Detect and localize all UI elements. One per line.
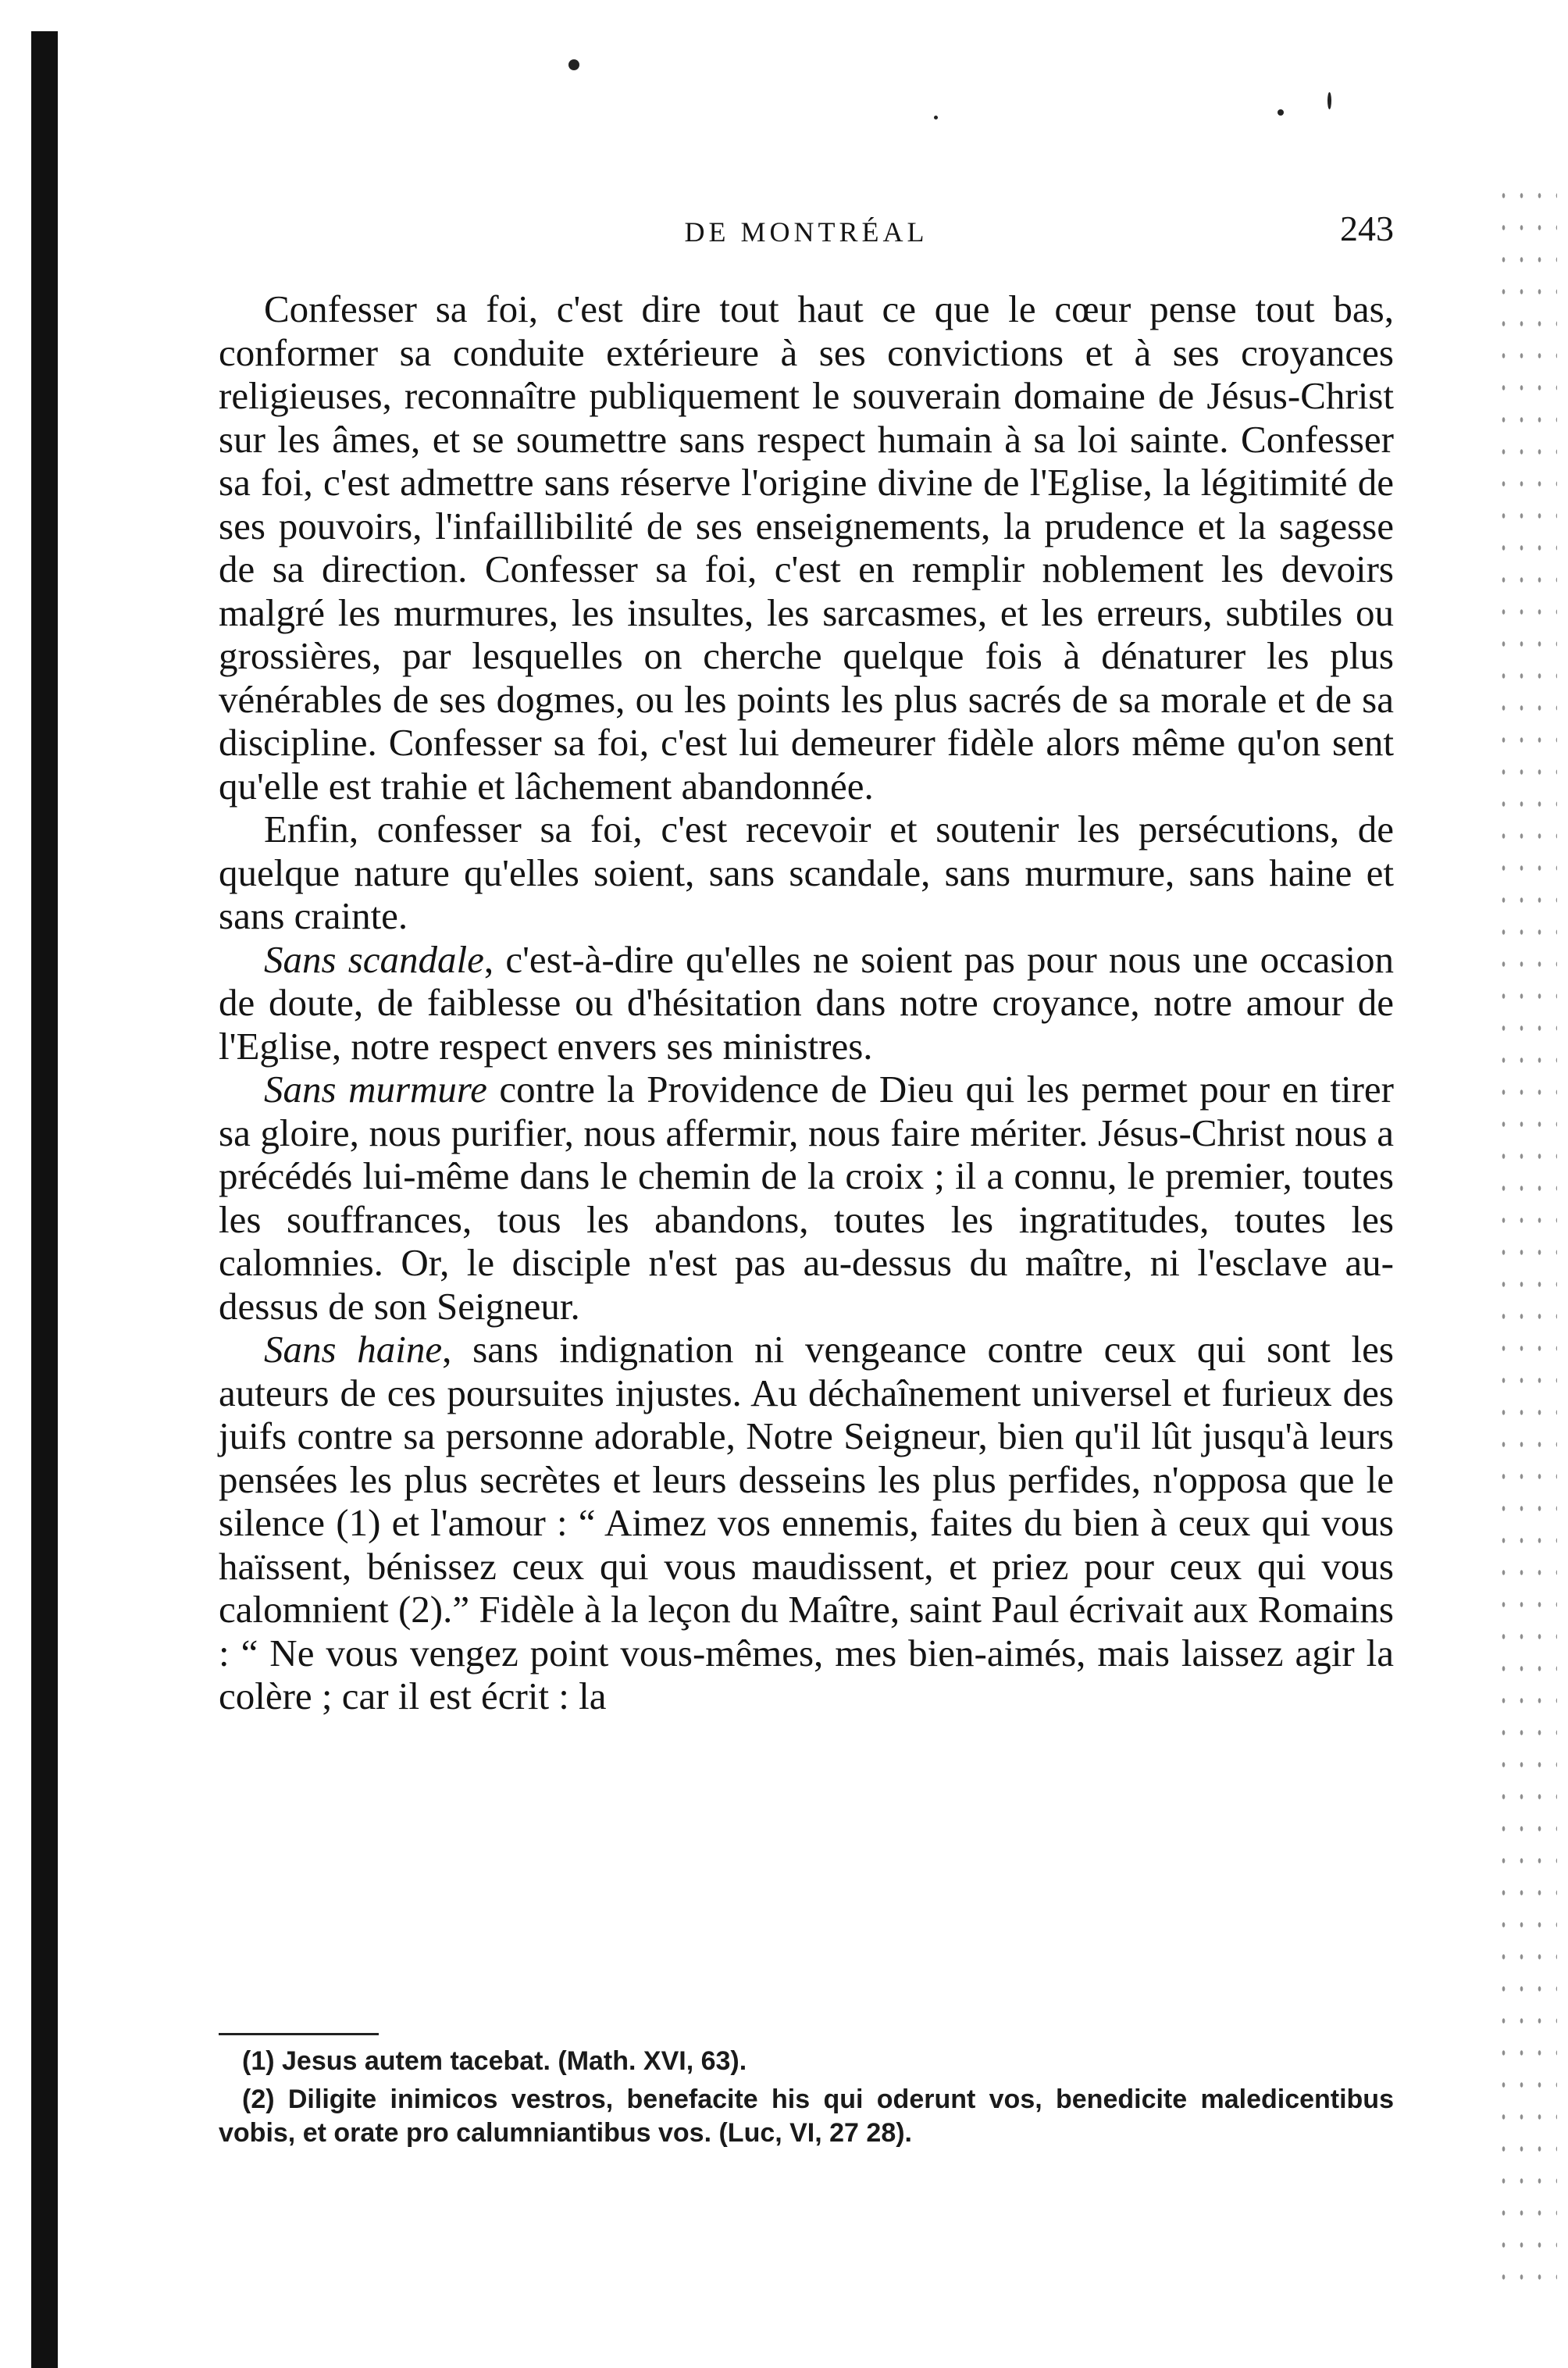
footnote: (2) Diligite inimicos vestros, benefacite his qui oderunt vos, benedicite maledicentibus vobis, et orate pro calumniantibus vos. (Luc, VI, 27 28). bbox=[219, 2084, 1394, 2148]
running-head: DE MONTRÉAL bbox=[684, 216, 928, 248]
italic-phrase: Sans haine bbox=[264, 1328, 443, 1371]
footnote: (1) Jesus autem tacebat. (Math. XVI, 63). bbox=[242, 2046, 747, 2076]
text-run: contre la Providence de Dieu qui les permet pour en tirer sa gloire, nous purifier, nous affermir, nous faire mériter. Jésus-Christ nous a précédés lui-même dans le chemin de la croix ; il a connu, le premier, toutes les souffrances, tous les abandons, toutes les ingratitudes, toutes les calomnies. Or, le disciple n'est pas au-dessus du maître, ni l'esclave au-dessus de son Seigneur. bbox=[219, 1068, 1394, 1328]
text-run: , c'est-à-dire qu'elles ne soient pas pour nous une occasion de doute, de faiblesse ou d'hésitation dans notre croyance, notre amour de l'Eglise, notre respect envers ses ministres. bbox=[219, 937, 1395, 1068]
paragraph bbox=[219, 808, 1394, 938]
paragraph bbox=[219, 938, 1394, 1068]
scan-edge-noise bbox=[1495, 180, 1557, 2288]
page-number: 243 bbox=[1340, 209, 1394, 248]
scan-speck bbox=[1278, 109, 1284, 116]
paragraph bbox=[219, 287, 1394, 808]
footnotes bbox=[219, 2045, 1394, 2155]
text-run: Enfin, confesser sa foi, c'est recevoir et soutenir les persécutions, de quelque nature qu'elles soient, sans scandale, sans murmure, sans haine et sans crainte. bbox=[219, 808, 1394, 937]
italic-phrase: Sans scandale bbox=[264, 937, 484, 981]
text-run: , sans indignation ni vengeance contre ceux qui sont les auteurs de ces poursuites injustes. Au déchaînement universel et furieux des juifs contre sa personne adorable, Notre Seigneur, bien qu'il lût jusqu'à leurs pensées les plus secrètes et leurs desseins les plus perfides, n'opposa que le silence (1) et l'amour : “ Aimez vos ennemis, faites du bien à ceux qui vous haïssent, bénissez ceux qui vous maudissent, et priez pour ceux qui vous calomnient (2).” Fidèle à la leçon du Maître, saint Paul écrivait aux Romains : “ Ne vous vengez point vous-mêmes, mes bien-aimés, mais laissez agir la colère ; car il est écrit : la bbox=[219, 1328, 1394, 1717]
body-text bbox=[219, 287, 1394, 1718]
paragraph bbox=[219, 1328, 1394, 1718]
scan-speck bbox=[568, 59, 579, 70]
text-run: Confesser sa foi, c'est dire tout haut ce que le cœur pense tout bas, conformer sa conduite extérieure à ses convictions et à ses croyances religieuses, reconnaître publiquement le souverain domaine de Jésus-Christ sur les âmes, et se soumettre sans respect humain à sa loi sainte. Confesser sa foi, c'est admettre sans réserve l'origine divine de l'Eglise, la légitimité de ses pouvoirs, l'infaillibilité de ses enseignements, la prudence et la sagesse de sa direction. Confesser sa foi, c'est en remplir noblement les devoirs malgré les murmures, les insultes, les sarcasmes, et les erreurs, subtiles ou grossières, par lesquelles on cherche quelque fois à dénaturer les plus vénérables de ses dogmes, ou les points les plus sacrés de sa morale et de sa discipline. Confesser sa foi, c'est lui demeurer fidèle alors même qu'on sent qu'elle est trahie et lâchement abandonnée. bbox=[219, 287, 1394, 808]
scan-speck bbox=[934, 116, 938, 119]
scan-speck bbox=[1327, 92, 1331, 109]
scan-edge-shadow bbox=[31, 31, 58, 2368]
footnote-divider bbox=[219, 2033, 379, 2035]
italic-phrase: Sans murmure bbox=[264, 1068, 487, 1111]
page-header bbox=[219, 205, 1394, 251]
paragraph bbox=[219, 1068, 1394, 1328]
